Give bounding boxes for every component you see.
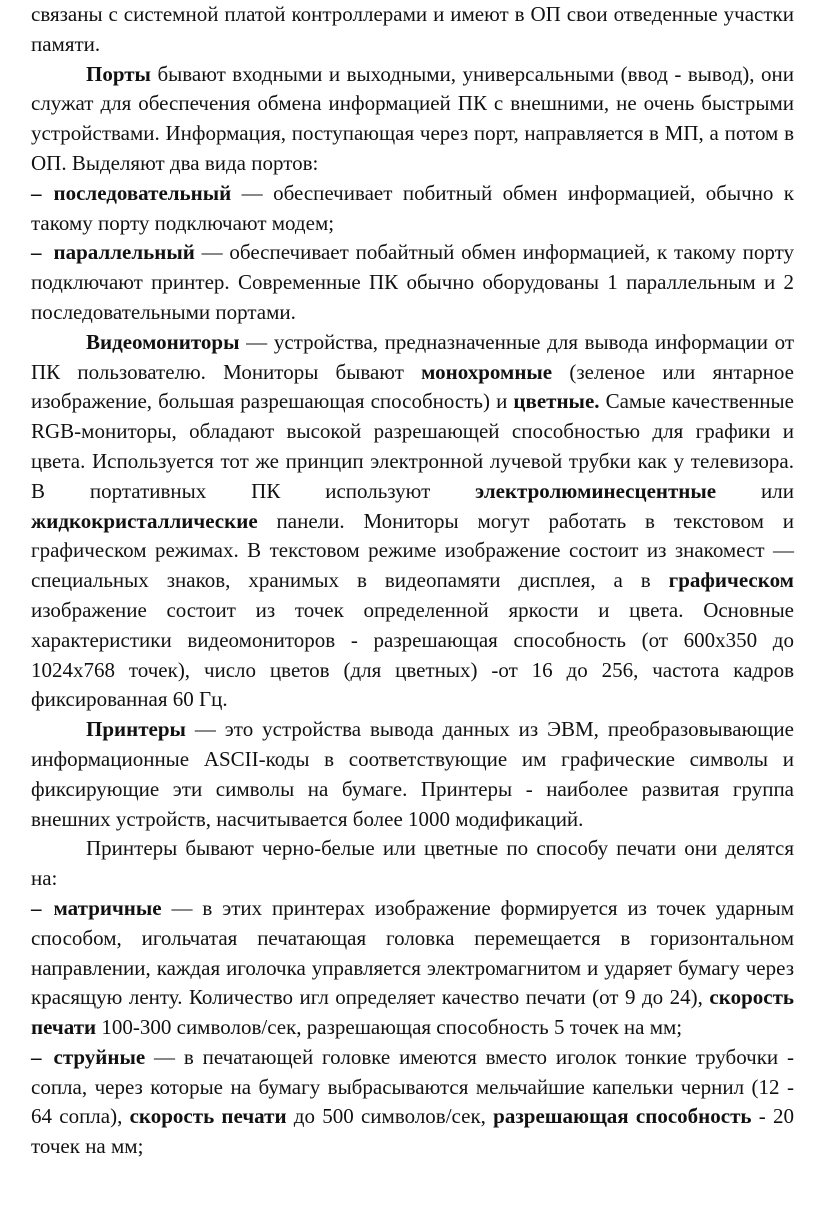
list-item-parallel	[31, 238, 794, 327]
list-item-serial	[31, 179, 794, 239]
monitors-text-1: — устройства, предназначенные для вывода информации от ПК пользователю. Мониторы бывают	[31, 329, 794, 384]
term-color: цветные.	[513, 389, 600, 414]
monitors-text-3: Самые качественные RGB-мониторы, обладают высокой разрешающей способностью для графики и цвета. Используется тот же принцип электронной лучевой трубки как у телевизора. В портативных ПК используют	[31, 389, 794, 503]
paragraph-ports	[31, 60, 794, 179]
term-electroluminescent: электролюминесцентные	[475, 478, 717, 503]
monitors-text-4: или	[716, 478, 794, 503]
inkjet-text-3: - 20 точек на мм;	[31, 1104, 794, 1159]
term-print-speed: скорость печати	[31, 985, 794, 1040]
monitors-text-2: (зеленое или янтарное изображение, большая разрешающая способность) и	[31, 359, 794, 414]
term-parallel: параллельный	[53, 240, 195, 265]
term-serial: последовательный	[53, 180, 232, 205]
monitors-text-5: панели. Мониторы могут работать в текстовом и графическом режимах. В текстовом режиме изображение состоит из знакомест — специальных знаков, хранимых в видеопамяти дисплея, а в	[31, 508, 794, 593]
paragraph-monitors	[31, 328, 794, 715]
paragraph-intro: связаны с системной платой контроллерами и имеют в ОП свои отведенные участки памяти.	[31, 2, 794, 56]
term-monochrome: монохромные	[421, 359, 553, 384]
list-dash: –	[31, 1044, 42, 1069]
term-lcd: жидкокристаллические	[31, 508, 258, 533]
monitors-text-6: изображение состоит из точек определенной яркости и цвета. Основные характеристики видеомониторов - разрешающая способность (от 600х350 до 1024х768 точек), число цветов (для цветных) -от 16 до 256, частота кадров фиксированная 60 Гц.	[31, 597, 794, 712]
list-dash: –	[31, 240, 42, 265]
term-resolution: разрешающая способность	[493, 1104, 752, 1129]
term-monitors: Видеомониторы	[86, 329, 240, 354]
paragraph-printer-types: Принтеры бывают черно-белые или цветные по способу печати они делятся на:	[31, 836, 794, 891]
list-item-parallel-text: — обеспечивает побайтный обмен информацией, к такому порту подключают принтер. Современные ПК обычно оборудованы 1 параллельным и 2 последовательными портами.	[31, 240, 794, 324]
list-item-serial-text: — обеспечивает побитный обмен информацией, обычно к такому порту подключают модем;	[31, 180, 794, 235]
inkjet-text-2: до 500 символов/сек,	[286, 1104, 494, 1129]
inkjet-text-1: — в печатающей головке имеются вместо иголок тонкие трубочки - сопла, через которые на бумагу выбрасываются мельчайшие капельки чернил (12 - 64 сопла),	[31, 1044, 794, 1129]
term-printers: Принтеры	[86, 717, 186, 742]
list-item-matrix	[31, 894, 794, 1043]
paragraph-printers	[31, 715, 794, 834]
term-print-speed: скорость печати	[129, 1104, 287, 1129]
matrix-text-1: — в этих принтерах изображение формируется из точек ударным способом, игольчатая печатающая головка перемещается в горизонтальном направлении, каждая иголочка управляется электромагнитом и ударяет бумагу через красящую ленту. Количество игл определяет качество печати (от 9 до 24),	[31, 895, 794, 1010]
term-graphic: графическом	[668, 568, 794, 593]
term-ports: Порты	[86, 61, 151, 86]
term-matrix: матричные	[53, 895, 162, 920]
document-page	[31, 0, 794, 1162]
term-inkjet: струйные	[53, 1044, 146, 1069]
list-dash: –	[31, 180, 42, 205]
matrix-text-2: 100-300 символов/сек, разрешающая способность 5 точек на мм;	[96, 1015, 683, 1040]
paragraph-printers-text: — это устройства вывода данных из ЭВМ, преобразовывающие информационные ASCII-коды в соответствующие им графические символы и фиксирующие эти символы на бумаге. Принтеры - наиболее развитая группа внешних устройств, насчитывается более 1000 модификаций.	[31, 717, 794, 831]
list-item-inkjet	[31, 1043, 794, 1162]
paragraph-ports-text: бывают входными и выходными, универсальными (ввод - вывод), они служат для обеспечения обмена информацией ПК с внешними, не очень быстрыми устройствами. Информация, поступающая через порт, направляется в МП, а потом в ОП. Выделяют два вида портов:	[31, 61, 794, 175]
list-dash: –	[31, 895, 42, 920]
